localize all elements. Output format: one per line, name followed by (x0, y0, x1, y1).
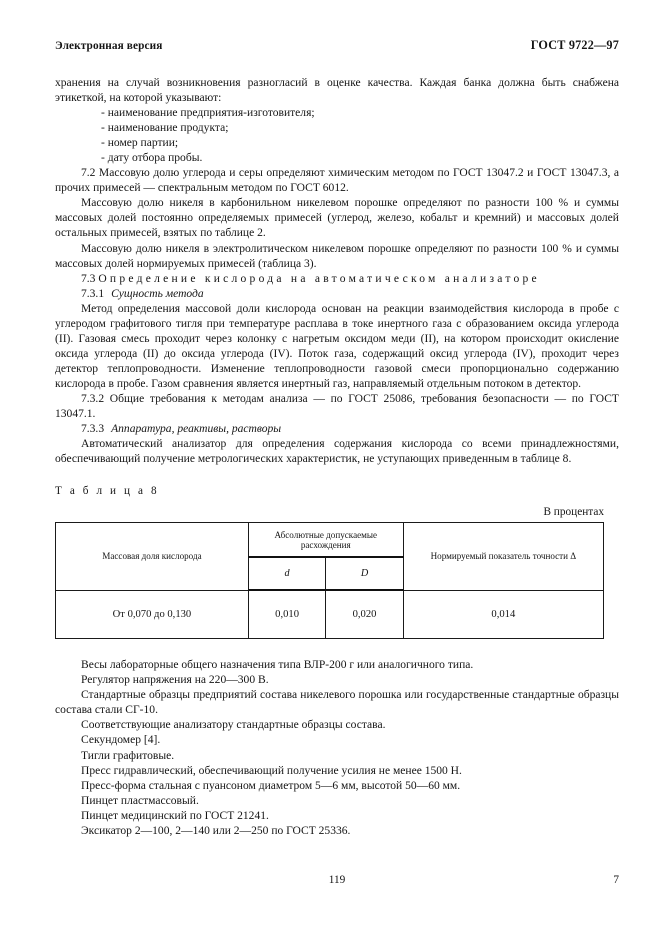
label-item: - наименование предприятия-изготовителя; (101, 107, 315, 120)
cell-delta: 0,014 (403, 590, 603, 639)
subheading-number: 7.3.3 (81, 423, 105, 436)
list-item: Стандартные образцы предприятий состава никелевого порошка или государственные стандартные образцы состава стали СГ-10. (55, 689, 619, 717)
subheading-number: 7.3.1 (81, 287, 105, 300)
paragraph-method-essence: Метод определения массовой доли кислорода основан на реакции взаимодействия кислорода в пробе с углеродом графитового тигля при температуре расплава в токе инертного газа с образованием оксида углерода (II). Газовая смесь проходит через колонку с нагретым оксидом меди (II), на котором происходит окисление оксида углерода (II) до оксида углерода (IV). Поток газа, содержащий оксид углерода (IV), проходит через детектор теплопроводности. Изменение теплопроводности газовой смеси пропорционально содержанию кислорода в пробе. Газом сравнения является инертный газ, направляемый отдельным потоком в детектор. (55, 302, 619, 390)
list-item: Весы лабораторные общего назначения типа ВЛР-200 г или аналогичного типа. (81, 659, 474, 672)
symbol-d: d (284, 568, 290, 580)
section-heading-text: Определение кислорода на автоматическом анализаторе (98, 272, 540, 285)
page-number-right: 7 (613, 874, 619, 886)
table-header-mass-fraction: Массовая доля кислорода (56, 523, 249, 591)
label-item: - наименование продукта; (101, 122, 229, 135)
table-header-group-deviations: Абсолютные допускаемые расхождения (248, 523, 403, 558)
list-item: Соответствующие анализатору стандартные образцы состава. (81, 719, 386, 732)
list-item: Пресс гидравлический, обеспечивающий получение усилия не менее 1500 Н. (81, 764, 462, 777)
list-item: Пинцет пластмассовый. (81, 794, 199, 807)
page-number-center: 119 (328, 874, 346, 886)
subheading-7-3-1 (55, 287, 619, 302)
running-head-right: ГОСТ 9722—97 (530, 38, 619, 52)
subheading-title: Сущность метода (111, 287, 204, 300)
cell-range: От 0,070 до 0,130 (56, 590, 249, 639)
paragraph-carbonyl: Массовую долю никеля в карбонильном никелевом порошке определяют по разности 100 % и суммы массовых долей постоянно определяемых примесей (углерод, железо, кобальт и кремний) и массовых долей остальных примесей, взятых по таблице 2. (55, 197, 619, 240)
table-row (56, 590, 604, 639)
table-header-row-top (56, 523, 604, 558)
paragraph-7-3-2: 7.3.2 Общие требования к методам анализа — по ГОСТ 25086, требования безопасности — по ГОСТ 13047.1. (55, 392, 619, 421)
paragraph-7-2: 7.2 Массовую долю углерода и серы определяют химическим методом по ГОСТ 13047.2 и ГОСТ 13047.3, а прочих примесей — спектральным методом по ГОСТ 6012. (55, 167, 619, 195)
section-heading-7-3 (55, 272, 619, 287)
running-head-left: Электронная версия (55, 40, 163, 52)
paragraph-storage: хранения на случай возникновения разногласий в оценке качества. Каждая банка должна быть снабжена этикеткой, на которой указывают: (55, 77, 619, 105)
table-block (55, 485, 619, 639)
cell-D: 0,020 (326, 590, 403, 639)
list-item: Регулятор напряжения на 220—300 В. (81, 674, 269, 687)
label-item: - номер партии; (101, 137, 179, 150)
section-heading-number: 7.3 (81, 272, 96, 285)
subheading-title: Аппаратура, реактивы, растворы (111, 423, 282, 436)
equipment-list (55, 658, 619, 839)
table-header-accuracy: Нормируемый показатель точности Δ (403, 523, 603, 591)
list-item: Пресс-форма стальная с пуансоном диаметром 5—6 мм, высотой 50—60 мм. (81, 779, 461, 792)
table-caption: Т а б л и ц а 8 (55, 485, 160, 498)
list-item: Эксикатор 2—100, 2—140 или 2—250 по ГОСТ 25336. (81, 824, 351, 837)
cell-d: 0,010 (248, 590, 325, 639)
table-header-d (248, 557, 325, 590)
subheading-7-3-3 (55, 422, 619, 437)
symbol-D: D (360, 568, 369, 580)
metrology-table (55, 522, 604, 639)
body-column (55, 76, 619, 467)
table-units-label: В процентах (543, 506, 604, 519)
list-item: Пинцет медицинский по ГОСТ 21241. (81, 809, 269, 822)
running-head (55, 38, 619, 53)
paragraph-analyzer: Автоматический анализатор для определения содержания кислорода со всеми принадлежностями, обеспечивающий получение метрологических характеристик, не уступающих приведенным в таблице 8. (55, 438, 619, 466)
list-item: Тигли графитовые. (81, 749, 175, 762)
paragraph-electrolytic: Массовую долю никеля в электролитическом никелевом порошке определяют по разности 100 % и суммы массовых долей нормируемых примесей (таблица 3). (55, 242, 619, 270)
list-item: Секундомер [4]. (81, 734, 161, 747)
label-item: - дату отбора пробы. (101, 152, 203, 165)
table-header-D (326, 557, 403, 590)
